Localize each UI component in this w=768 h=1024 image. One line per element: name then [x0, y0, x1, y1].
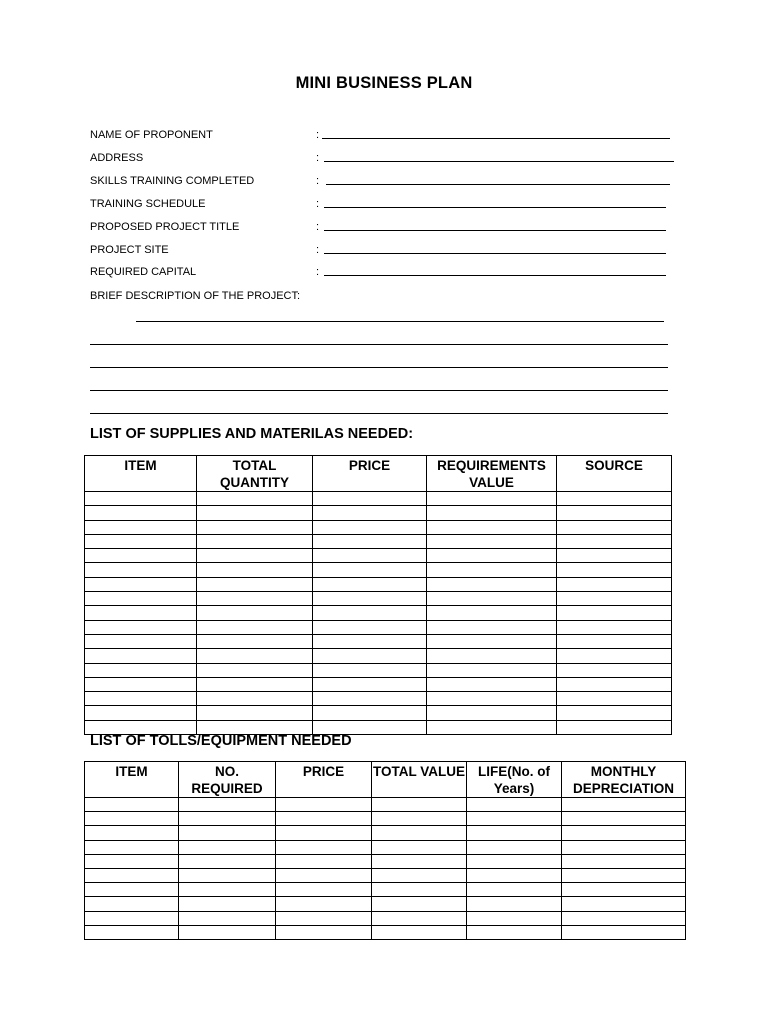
field-colon: :: [316, 175, 320, 187]
table-cell[interactable]: [179, 911, 276, 925]
table-row: [85, 677, 672, 691]
table-cell[interactable]: [313, 534, 427, 548]
table-cell[interactable]: [313, 663, 427, 677]
table-row: [85, 897, 686, 911]
table-row: [85, 534, 672, 548]
table-cell[interactable]: [427, 577, 557, 591]
table-cell[interactable]: [427, 534, 557, 548]
field-colon: :: [316, 244, 320, 256]
table-cell[interactable]: [313, 649, 427, 663]
table-cell[interactable]: [427, 663, 557, 677]
table-cell[interactable]: [197, 520, 313, 534]
column-header-item: ITEM: [85, 762, 179, 798]
fill-in-line[interactable]: [324, 275, 666, 276]
table-cell[interactable]: [372, 854, 467, 868]
table-cell[interactable]: [557, 677, 672, 691]
table-cell[interactable]: [276, 897, 372, 911]
table-cell[interactable]: [427, 720, 557, 734]
table-cell[interactable]: [85, 520, 197, 534]
table-row: [85, 577, 672, 591]
table-cell[interactable]: [372, 840, 467, 854]
table-cell[interactable]: [179, 826, 276, 840]
table-row: [85, 798, 686, 812]
table-cell[interactable]: [557, 649, 672, 663]
table-cell[interactable]: [562, 854, 686, 868]
table-cell[interactable]: [197, 649, 313, 663]
table-cell[interactable]: [467, 897, 562, 911]
table-cell[interactable]: [557, 720, 672, 734]
table-cell[interactable]: [467, 883, 562, 897]
table-cell[interactable]: [179, 883, 276, 897]
table-cell[interactable]: [372, 868, 467, 882]
table-cell[interactable]: [562, 840, 686, 854]
table-cell[interactable]: [276, 798, 372, 812]
table-cell[interactable]: [557, 592, 672, 606]
table-cell[interactable]: [467, 840, 562, 854]
table-cell[interactable]: [557, 534, 672, 548]
table-cell[interactable]: [85, 826, 179, 840]
table-cell[interactable]: [427, 592, 557, 606]
column-header-price: PRICE: [313, 456, 427, 492]
table-cell[interactable]: [313, 706, 427, 720]
table-cell[interactable]: [85, 549, 197, 563]
table-cell[interactable]: [276, 868, 372, 882]
table-cell[interactable]: [557, 520, 672, 534]
table-cell[interactable]: [557, 563, 672, 577]
table-cell[interactable]: [85, 606, 197, 620]
table-cell[interactable]: [276, 826, 372, 840]
table-row: [85, 620, 672, 634]
tools-table: [84, 761, 686, 940]
table-cell[interactable]: [179, 897, 276, 911]
table-cell[interactable]: [179, 925, 276, 939]
table-cell[interactable]: [557, 606, 672, 620]
table-cell[interactable]: [313, 692, 427, 706]
description-line[interactable]: [90, 413, 668, 414]
table-cell[interactable]: [557, 506, 672, 520]
description-label: BRIEF DESCRIPTION OF THE PROJECT:: [90, 290, 301, 302]
table-row: [85, 812, 686, 826]
table-cell[interactable]: [427, 549, 557, 563]
field-address: [90, 150, 690, 166]
table-cell[interactable]: [427, 677, 557, 691]
table-cell[interactable]: [427, 506, 557, 520]
table-row: [85, 634, 672, 648]
table-row: [85, 563, 672, 577]
field-skills-training-completed: [90, 173, 690, 189]
table-cell[interactable]: [372, 911, 467, 925]
table-cell[interactable]: [313, 577, 427, 591]
table-cell[interactable]: [562, 897, 686, 911]
table-row: [85, 606, 672, 620]
table-cell[interactable]: [276, 854, 372, 868]
table-cell[interactable]: [562, 868, 686, 882]
table-cell[interactable]: [85, 911, 179, 925]
table-cell[interactable]: [467, 826, 562, 840]
table-row: [85, 506, 672, 520]
table-row: [85, 592, 672, 606]
table-cell[interactable]: [179, 868, 276, 882]
table-row: [85, 706, 672, 720]
description-line[interactable]: [90, 367, 668, 368]
table-cell[interactable]: [313, 620, 427, 634]
table-cell[interactable]: [467, 925, 562, 939]
table-cell[interactable]: [85, 798, 179, 812]
table-cell[interactable]: [427, 634, 557, 648]
column-header-item: ITEM: [85, 456, 197, 492]
table-cell[interactable]: [197, 534, 313, 548]
column-header-life-years: LIFE(No. of Years): [467, 762, 562, 798]
column-header-requirements-value: REQUIREMENTS VALUE: [427, 456, 557, 492]
field-label: PROPOSED PROJECT TITLE: [90, 221, 240, 233]
fill-in-line[interactable]: [324, 253, 666, 254]
field-colon: :: [316, 221, 320, 233]
field-required-capital: [90, 264, 690, 280]
table-cell[interactable]: [313, 549, 427, 563]
field-label: SKILLS TRAINING COMPLETED: [90, 175, 255, 187]
description-line[interactable]: [90, 390, 668, 391]
field-label: ADDRESS: [90, 152, 144, 164]
field-colon: :: [316, 152, 320, 164]
table-cell[interactable]: [562, 798, 686, 812]
table-cell[interactable]: [313, 563, 427, 577]
column-header-total-quantity: TOTAL QUANTITY: [197, 456, 313, 492]
table-row: [85, 663, 672, 677]
table-cell[interactable]: [197, 606, 313, 620]
table-cell[interactable]: [197, 492, 313, 506]
table-cell[interactable]: [467, 812, 562, 826]
column-header-price: PRICE: [276, 762, 372, 798]
column-header-total-value: TOTAL VALUE: [372, 762, 467, 798]
table-cell[interactable]: [557, 577, 672, 591]
table-row: [85, 692, 672, 706]
field-name-of-proponent: [90, 127, 690, 143]
table-cell[interactable]: [467, 911, 562, 925]
table-cell[interactable]: [467, 798, 562, 812]
field-label: REQUIRED CAPITAL: [90, 266, 197, 278]
table-cell[interactable]: [179, 854, 276, 868]
fill-in-line[interactable]: [322, 138, 670, 139]
table-cell[interactable]: [313, 592, 427, 606]
column-header-monthly-depreciation: MONTHLY DEPRECIATION: [562, 762, 686, 798]
table-cell[interactable]: [313, 506, 427, 520]
table-cell[interactable]: [557, 663, 672, 677]
table-cell[interactable]: [179, 812, 276, 826]
table-cell[interactable]: [427, 649, 557, 663]
table-cell[interactable]: [197, 677, 313, 691]
table-cell[interactable]: [427, 520, 557, 534]
table-cell[interactable]: [85, 663, 197, 677]
table-cell[interactable]: [85, 883, 179, 897]
tools-header-row: [85, 762, 686, 798]
field-project-site: [90, 242, 690, 258]
table-cell[interactable]: [427, 692, 557, 706]
table-cell[interactable]: [557, 634, 672, 648]
table-cell[interactable]: [427, 492, 557, 506]
table-cell[interactable]: [562, 883, 686, 897]
table-cell[interactable]: [85, 706, 197, 720]
table-cell[interactable]: [197, 577, 313, 591]
fill-in-line[interactable]: [324, 207, 666, 208]
table-cell[interactable]: [197, 620, 313, 634]
table-cell[interactable]: [85, 534, 197, 548]
table-cell[interactable]: [372, 826, 467, 840]
table-cell[interactable]: [557, 549, 672, 563]
table-cell[interactable]: [313, 520, 427, 534]
table-row: [85, 925, 686, 939]
table-cell[interactable]: [562, 826, 686, 840]
table-cell[interactable]: [85, 840, 179, 854]
table-cell[interactable]: [197, 592, 313, 606]
table-cell[interactable]: [372, 798, 467, 812]
table-cell[interactable]: [467, 868, 562, 882]
table-cell[interactable]: [197, 692, 313, 706]
table-cell[interactable]: [276, 883, 372, 897]
table-row: [85, 549, 672, 563]
table-row: [85, 492, 672, 506]
table-cell[interactable]: [85, 868, 179, 882]
table-cell[interactable]: [427, 563, 557, 577]
table-cell[interactable]: [179, 840, 276, 854]
table-cell[interactable]: [276, 925, 372, 939]
table-cell[interactable]: [557, 706, 672, 720]
supplies-header-row: [85, 456, 672, 492]
table-row: [85, 854, 686, 868]
table-cell[interactable]: [85, 897, 179, 911]
field-colon: :: [316, 266, 320, 278]
table-cell[interactable]: [85, 492, 197, 506]
table-cell[interactable]: [85, 620, 197, 634]
table-row: [85, 649, 672, 663]
table-row: [85, 826, 686, 840]
supplies-heading: LIST OF SUPPLIES AND MATERILAS NEEDED:: [90, 426, 414, 442]
table-row: [85, 520, 672, 534]
table-cell[interactable]: [276, 911, 372, 925]
table-cell[interactable]: [313, 492, 427, 506]
field-label: PROJECT SITE: [90, 244, 169, 256]
field-colon: :: [316, 129, 320, 141]
table-cell[interactable]: [372, 897, 467, 911]
table-cell[interactable]: [427, 606, 557, 620]
fill-in-line[interactable]: [326, 184, 670, 185]
table-cell[interactable]: [313, 634, 427, 648]
field-proposed-project-title: [90, 219, 690, 235]
table-cell[interactable]: [85, 854, 179, 868]
table-cell[interactable]: [313, 677, 427, 691]
table-cell[interactable]: [85, 812, 179, 826]
table-cell[interactable]: [427, 620, 557, 634]
table-cell[interactable]: [562, 911, 686, 925]
table-cell[interactable]: [197, 706, 313, 720]
table-cell[interactable]: [276, 840, 372, 854]
field-training-schedule: [90, 196, 690, 212]
table-cell[interactable]: [276, 812, 372, 826]
table-cell[interactable]: [179, 798, 276, 812]
field-colon: :: [316, 198, 320, 210]
table-cell[interactable]: [85, 634, 197, 648]
table-cell[interactable]: [557, 692, 672, 706]
page-title: MINI BUSINESS PLAN: [295, 74, 473, 92]
column-header-source: SOURCE: [557, 456, 672, 492]
table-cell[interactable]: [85, 649, 197, 663]
table-cell[interactable]: [372, 883, 467, 897]
table-cell[interactable]: [562, 812, 686, 826]
column-header-no-required: NO. REQUIRED: [179, 762, 276, 798]
table-cell[interactable]: [85, 577, 197, 591]
table-cell[interactable]: [313, 606, 427, 620]
tools-heading: LIST OF TOLLS/EQUIPMENT NEEDED: [90, 733, 352, 749]
field-label: NAME OF PROPONENT: [90, 129, 213, 141]
table-cell[interactable]: [467, 854, 562, 868]
table-cell[interactable]: [85, 563, 197, 577]
table-cell[interactable]: [372, 812, 467, 826]
table-row: [85, 840, 686, 854]
table-cell[interactable]: [557, 492, 672, 506]
table-cell[interactable]: [85, 677, 197, 691]
table-cell[interactable]: [85, 925, 179, 939]
table-cell[interactable]: [197, 563, 313, 577]
table-cell[interactable]: [197, 549, 313, 563]
field-label: TRAINING SCHEDULE: [90, 198, 206, 210]
table-cell[interactable]: [197, 634, 313, 648]
table-cell[interactable]: [85, 692, 197, 706]
table-cell[interactable]: [197, 663, 313, 677]
table-cell[interactable]: [562, 925, 686, 939]
table-cell[interactable]: [197, 506, 313, 520]
table-row: [85, 868, 686, 882]
table-cell[interactable]: [372, 925, 467, 939]
table-cell[interactable]: [85, 506, 197, 520]
description-line[interactable]: [136, 321, 664, 322]
table-cell[interactable]: [557, 620, 672, 634]
table-cell[interactable]: [427, 706, 557, 720]
fill-in-line[interactable]: [324, 161, 674, 162]
fill-in-line[interactable]: [324, 230, 666, 231]
table-row: [85, 911, 686, 925]
supplies-table: [84, 455, 672, 735]
table-row: [85, 883, 686, 897]
table-cell[interactable]: [85, 592, 197, 606]
description-line[interactable]: [90, 344, 668, 345]
